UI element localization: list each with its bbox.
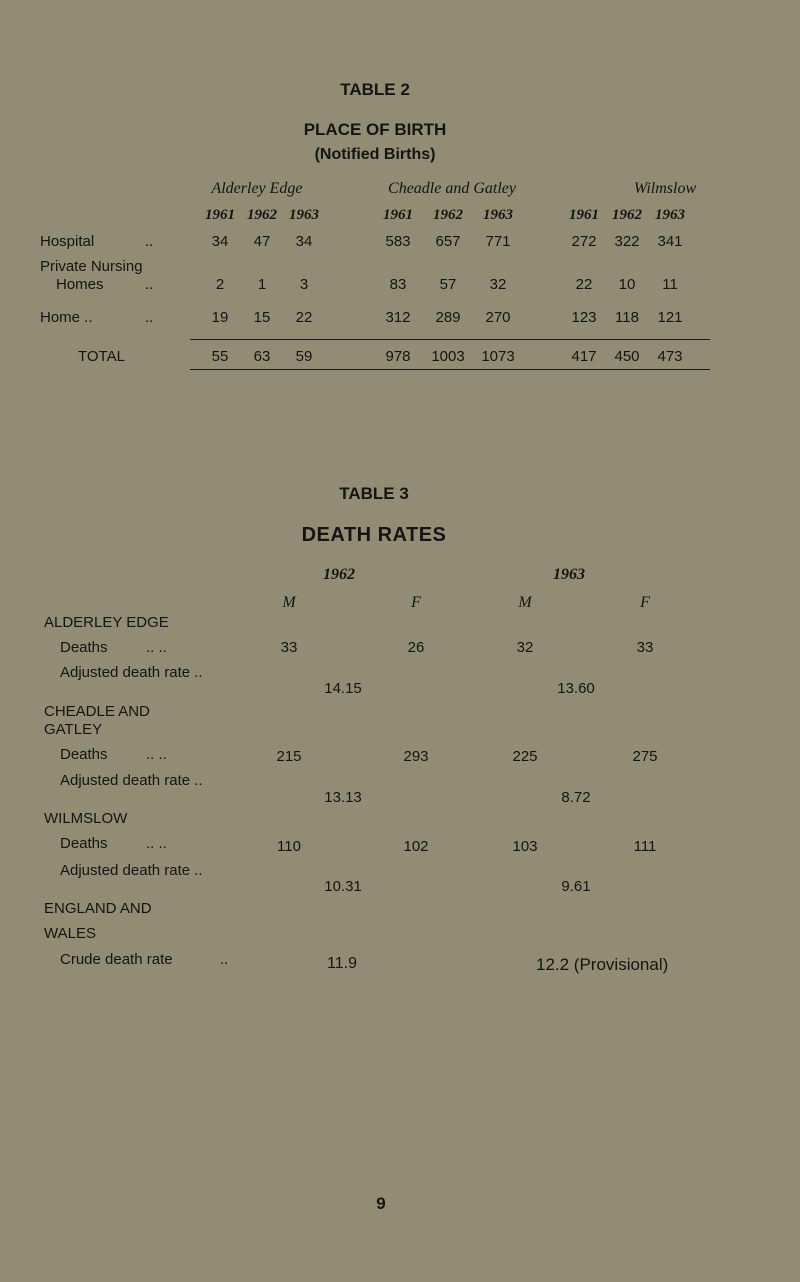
year-header: 1963: [289, 207, 319, 223]
table3-caption: TABLE 3: [339, 484, 409, 503]
deaths-cell: 225: [512, 748, 538, 765]
year-header-1963: 1963: [553, 566, 585, 583]
table-cell: 15: [253, 309, 271, 326]
section-heading-wilmslow: WILMSLOW: [44, 810, 128, 827]
year-header: 1961: [205, 207, 235, 223]
adjusted-rate-cell: 10.31: [324, 878, 362, 895]
table-cell: 270: [485, 309, 511, 326]
crude-death-rate-label: Crude death rate ..: [60, 951, 229, 968]
table2-title: PLACE OF BIRTH: [303, 120, 447, 139]
table-cell: 312: [385, 309, 411, 326]
adjusted-rate-cell: 13.13: [324, 789, 362, 806]
table-cell: 19: [211, 309, 229, 326]
section-heading-cheadle-line1: CHEADLE AND: [44, 703, 150, 720]
year-header: 1962: [612, 207, 642, 223]
table-cell: 34: [211, 233, 229, 250]
table-cell: 123: [571, 309, 597, 326]
total-cell: 473: [657, 348, 683, 365]
table-cell: 22: [295, 309, 313, 326]
total-cell: 450: [614, 348, 640, 365]
table-cell: 341: [657, 233, 683, 250]
deaths-label-cheadle-gatley: Deaths .. ..: [60, 746, 167, 763]
deaths-cell: 110: [277, 838, 301, 855]
table-cell: 657: [435, 233, 461, 250]
section-heading-england-line1: ENGLAND AND: [44, 900, 152, 917]
table-cell: 11: [662, 276, 678, 293]
row-label-home: Home .. ..: [40, 309, 154, 326]
total-top-rule: [190, 339, 710, 340]
sex-header-f-1962: F: [411, 594, 421, 611]
deaths-label-alderley-edge: Deaths .. ..: [60, 639, 167, 656]
adjusted-rate-cell: 8.72: [561, 789, 591, 806]
table-cell: 771: [485, 233, 511, 250]
table-cell: 83: [389, 276, 407, 293]
table2-caption: TABLE 2: [340, 80, 410, 99]
adjusted-rate-cell: 13.60: [557, 680, 595, 697]
total-cell: 1073: [481, 348, 515, 365]
deaths-cell: 32: [516, 639, 534, 656]
deaths-cell: 275: [632, 748, 658, 765]
year-header: 1963: [655, 207, 685, 223]
table-cell: 32: [489, 276, 507, 293]
table-cell: 121: [657, 309, 683, 326]
deaths-label-wilmslow: Deaths .. ..: [60, 835, 167, 852]
row-label-hospital: Hospital ..: [40, 233, 154, 250]
year-header: 1961: [569, 207, 599, 223]
deaths-cell: 215: [276, 748, 302, 765]
table3-title: DEATH RATES: [301, 524, 447, 546]
total-cell: 417: [571, 348, 597, 365]
table-cell: 289: [435, 309, 461, 326]
table-cell: 583: [385, 233, 411, 250]
table-cell: 47: [253, 233, 271, 250]
table-cell: 322: [614, 233, 640, 250]
total-bottom-rule: [190, 369, 710, 370]
table-cell: 57: [439, 276, 457, 293]
year-header-1962: 1962: [323, 566, 355, 583]
year-header: 1962: [433, 207, 463, 223]
table-cell: 10: [618, 276, 636, 293]
total-cell: 59: [295, 348, 313, 365]
row-label-private-nursing: Private Nursing: [40, 258, 143, 275]
group-header-cheadle-gatley: Cheadle and Gatley: [388, 180, 516, 197]
deaths-cell: 293: [403, 748, 429, 765]
total-cell: 55: [211, 348, 229, 365]
table-cell: 2: [215, 276, 225, 293]
row-label-total: TOTAL: [78, 348, 125, 365]
deaths-cell: 33: [636, 639, 654, 656]
table-cell: 118: [615, 309, 639, 326]
section-heading-wales: WALES: [44, 925, 96, 942]
year-header: 1961: [383, 207, 413, 223]
rate-label-cheadle-gatley: Adjusted death rate ..: [60, 772, 203, 789]
rate-label-alderley-edge: Adjusted death rate ..: [60, 664, 203, 681]
adjusted-rate-cell: 14.15: [324, 680, 362, 697]
deaths-cell: 33: [280, 639, 298, 656]
group-header-alderley-edge: Alderley Edge: [211, 180, 303, 197]
total-cell: 1003: [431, 348, 465, 365]
table-cell: 272: [571, 233, 597, 250]
rate-label-wilmslow: Adjusted death rate ..: [60, 862, 203, 879]
deaths-cell: 26: [407, 639, 425, 656]
sex-header-f-1963: F: [640, 594, 650, 611]
group-header-wilmslow: Wilmslow: [633, 180, 697, 197]
sex-header-m-1962: M: [282, 594, 296, 611]
table-cell: 34: [295, 233, 313, 250]
total-cell: 63: [253, 348, 271, 365]
deaths-cell: 102: [403, 838, 429, 855]
total-cell: 978: [385, 348, 411, 365]
deaths-cell: 103: [512, 838, 538, 855]
page-number: 9: [376, 1194, 386, 1213]
row-label-homes: Homes ..: [56, 276, 154, 293]
crude-death-rate-1963: 12.2 (Provisional): [536, 955, 669, 974]
table-cell: 22: [575, 276, 593, 293]
table2-subtitle: (Notified Births): [314, 146, 436, 163]
table-cell: 1: [257, 276, 267, 293]
table-cell: 3: [299, 276, 309, 293]
adjusted-rate-cell: 9.61: [561, 878, 591, 895]
sex-header-m-1963: M: [518, 594, 532, 611]
crude-death-rate-1962: 11.9: [327, 955, 357, 972]
deaths-cell: 111: [633, 838, 657, 855]
section-heading-alderley-edge: ALDERLEY EDGE: [44, 614, 169, 631]
year-header: 1962: [247, 207, 277, 223]
year-header: 1963: [483, 207, 513, 223]
section-heading-cheadle-gatley: GATLEY: [44, 721, 103, 738]
